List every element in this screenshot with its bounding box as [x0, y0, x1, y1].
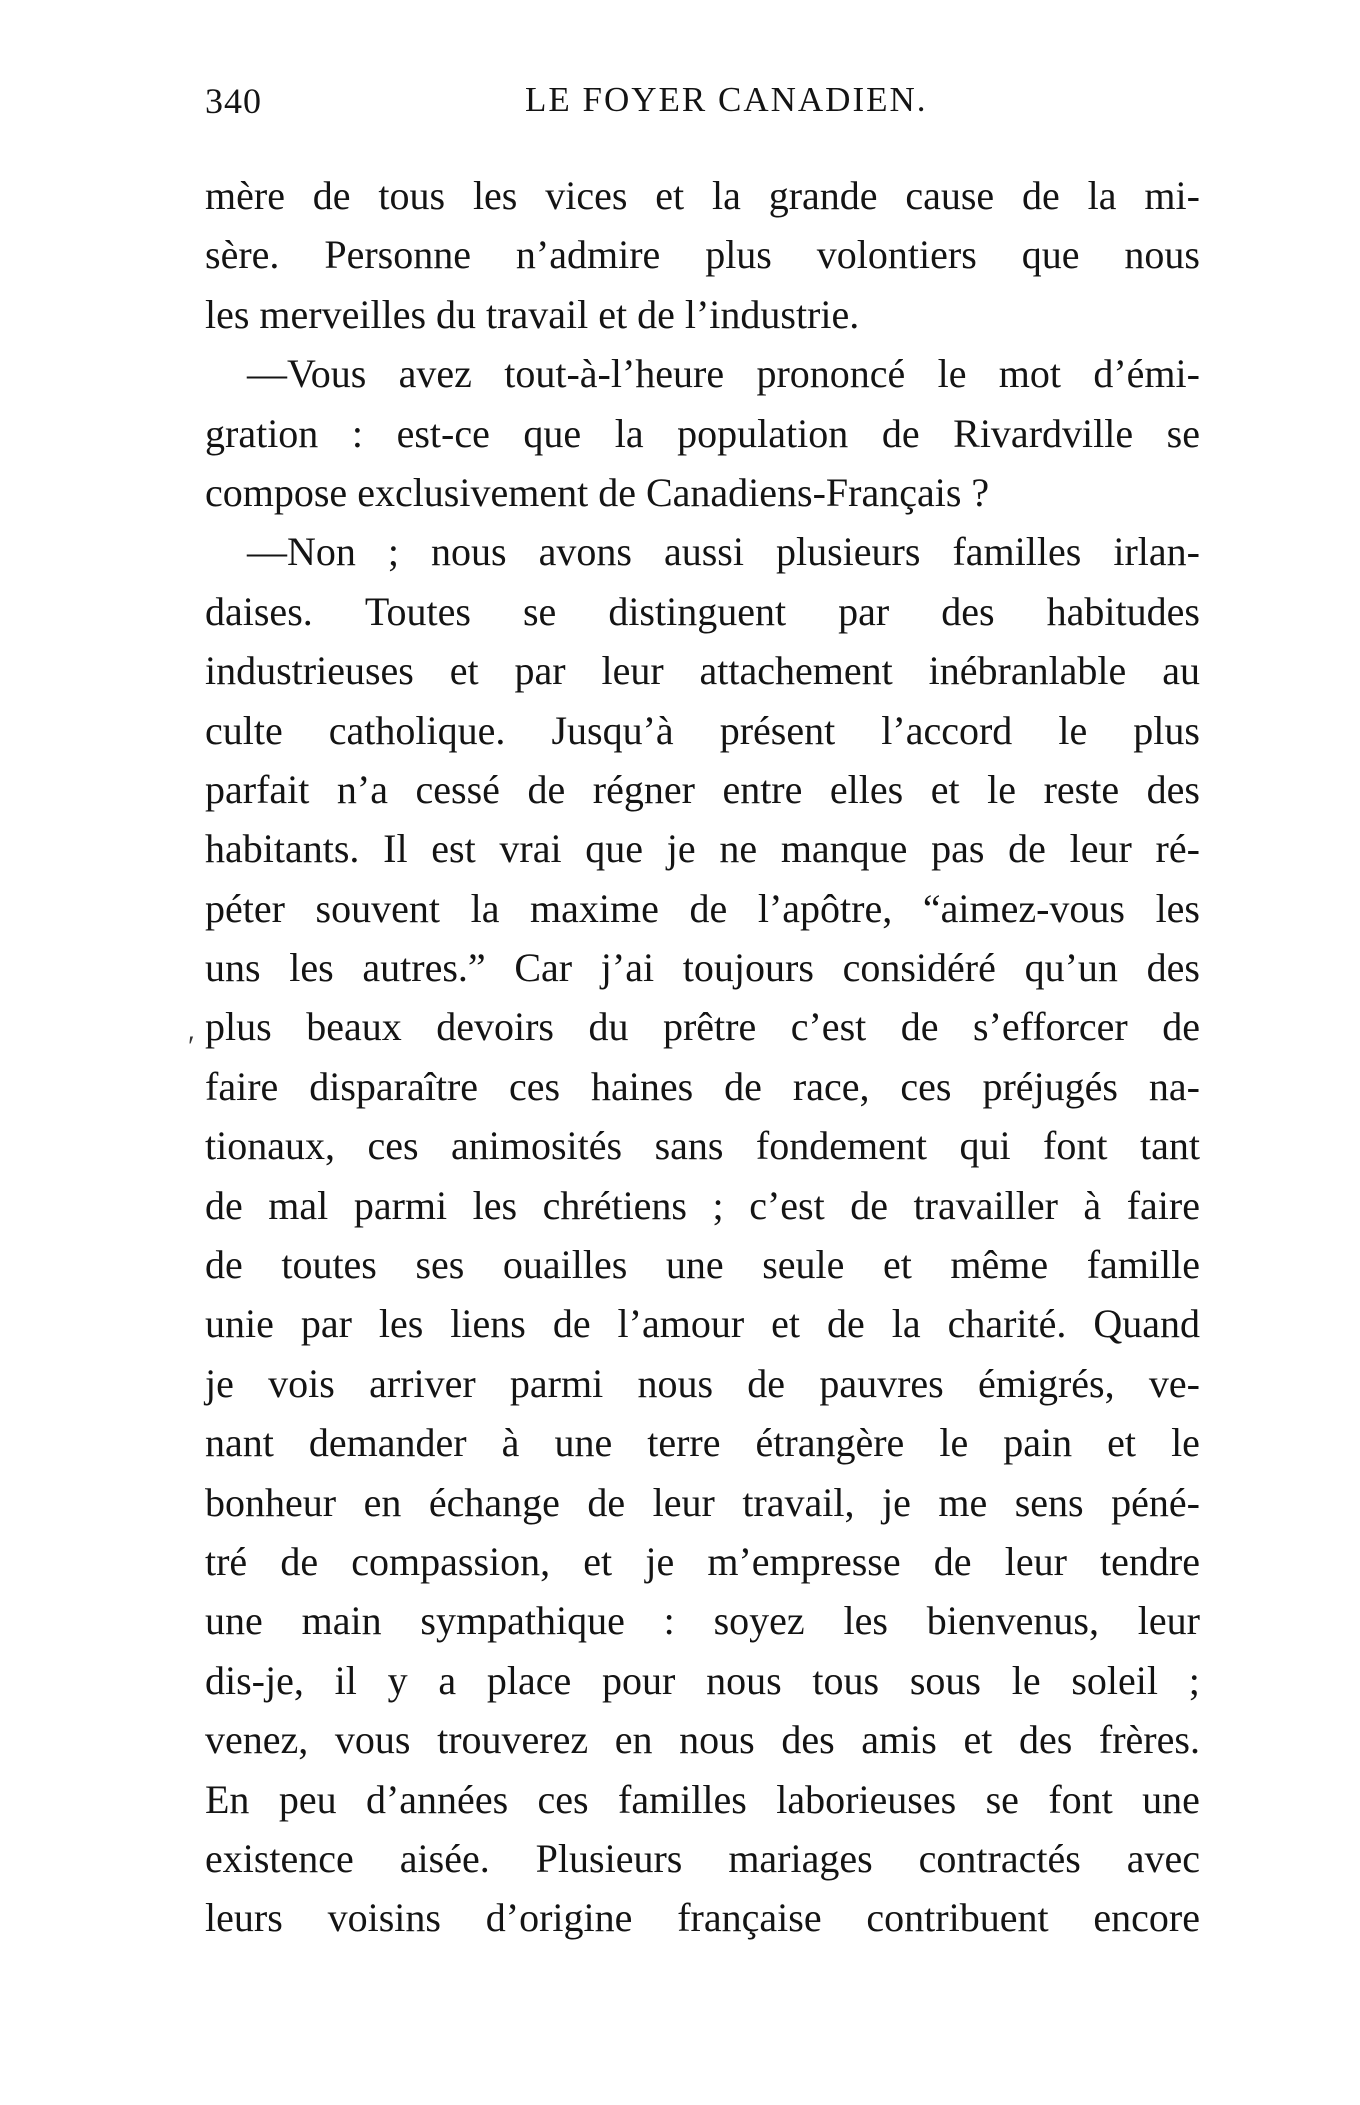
text-line-23: bonheur en échange de leur travail, je me sens péné- [205, 1479, 1200, 1525]
text-line-20: unie par les liens de l’amour et de la charité. Quand [205, 1301, 1200, 1347]
text-line-30: leurs voisins d’origine française contribuent encore [205, 1895, 1200, 1941]
running-title: LE FOYER CANADIEN. [525, 80, 928, 119]
text-line-27: venez, vous trouverez en nous des amis et des frères. [205, 1717, 1200, 1763]
text-line-18: de mal parmi les chrétiens ; c’est de travailler à faire [205, 1182, 1200, 1228]
text-line-10: culte catholique. Jusqu’à présent l’accord le plus [205, 707, 1200, 753]
margin-mark: ′ [188, 1030, 195, 1063]
text-line-15: plus beaux devoirs du prêtre c’est de s’efforcer de [205, 1004, 1200, 1050]
text-line-24: tré de compassion, et je m’empresse de leur tendre [205, 1538, 1200, 1584]
text-line-25: une main sympathique : soyez les bienvenus, leur [205, 1598, 1200, 1644]
text-line-12: habitants. Il est vrai que je ne manque pas de leur ré- [205, 826, 1200, 872]
text-line-8: daises. Toutes se distinguent par des habitudes [205, 588, 1200, 634]
text-line-4: —Vous avez tout-à-l’heure prononcé le mot d’émi- [247, 351, 1200, 397]
text-line-9: industrieuses et par leur attachement inébranlable au [205, 648, 1200, 694]
text-line-21: je vois arriver parmi nous de pauvres émigrés, ve- [205, 1360, 1200, 1406]
running-head [205, 80, 1200, 130]
text-line-11: parfait n’a cessé de régner entre elles et le reste des [205, 766, 1200, 812]
text-line-29: existence aisée. Plusieurs mariages contractés avec [205, 1835, 1200, 1881]
body-text [205, 166, 1200, 1948]
text-line-6: compose exclusivement de Canadiens-Français ? [205, 469, 990, 515]
text-line-16: faire disparaître ces haines de race, ces préjugés na- [205, 1063, 1200, 1109]
text-line-17: tionaux, ces animosités sans fondement qui font tant [205, 1123, 1200, 1169]
text-line-13: péter souvent la maxime de l’apôtre, “aimez-vous les [205, 885, 1200, 931]
text-line-2: sère. Personne n’admire plus volontiers que nous [205, 232, 1200, 278]
text-line-14: uns les autres.” Car j’ai toujours considéré qu’un des [205, 945, 1200, 991]
text-line-7: —Non ; nous avons aussi plusieurs familles irlan- [247, 529, 1200, 575]
text-line-26: dis-je, il y a place pour nous tous sous le soleil ; [205, 1657, 1200, 1703]
text-line-19: de toutes ses ouailles une seule et même famille [205, 1242, 1200, 1288]
text-line-5: gration : est-ce que la population de Rivardville se [205, 410, 1200, 456]
text-line-22: nant demander à une terre étrangère le pain et le [205, 1420, 1200, 1466]
text-line-28: En peu d’années ces familles laborieuses se font une [205, 1776, 1200, 1822]
text-line-1: mère de tous les vices et la grande cause de la mi- [205, 173, 1200, 218]
page-number: 340 [205, 81, 262, 121]
text-line-3: les merveilles du travail et de l’industrie. [205, 291, 860, 337]
